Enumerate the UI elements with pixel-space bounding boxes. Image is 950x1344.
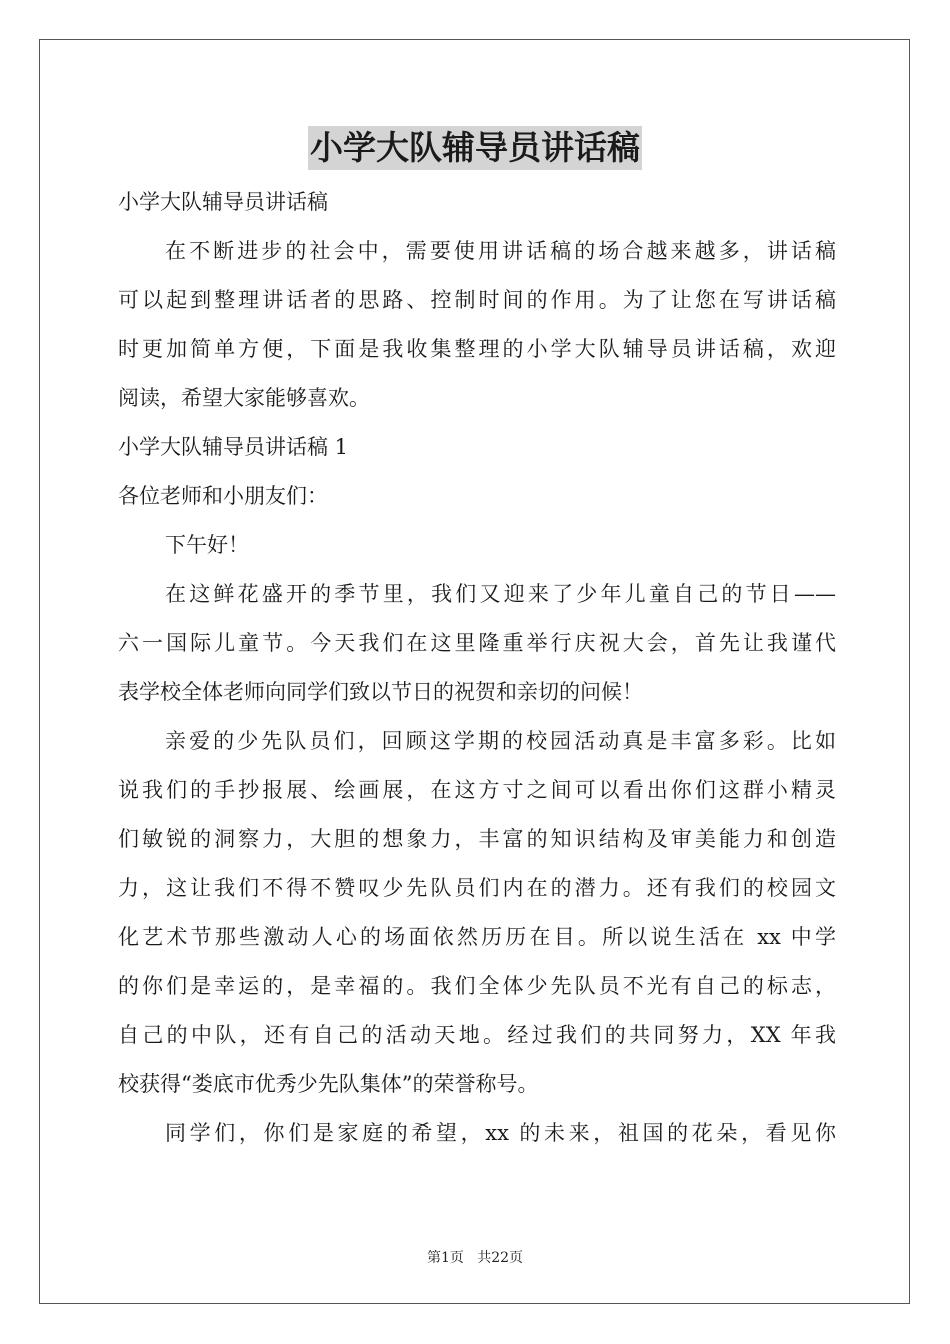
paragraph xyxy=(118,717,836,1109)
text-line: 下午好！ xyxy=(165,533,249,557)
text-line: 六一国际儿童节。今天我们在这里隆重举行庆祝大会，首先让我谨代 xyxy=(118,631,836,655)
page-total-prefix: 共 xyxy=(477,1250,492,1266)
text-line: 各位老师和小朋友们： xyxy=(118,484,328,508)
text-line: 小学大队辅导员讲话稿 1 xyxy=(118,435,349,459)
paragraph xyxy=(118,521,836,570)
paragraph xyxy=(118,178,836,227)
text-line: 阅读，希望大家能够喜欢。 xyxy=(118,386,370,410)
page-number-mid: 页 xyxy=(449,1250,464,1266)
text-line: 时更加简单方便，下面是我收集整理的小学大队辅导员讲话稿，欢迎 xyxy=(118,337,836,361)
text-line: 在不断进步的社会中，需要使用讲话稿的场合越来越多，讲话稿 xyxy=(165,239,836,263)
paragraph xyxy=(118,570,836,717)
text-line: 同学们，你们是家庭的希望，xx 的未来，祖国的花朵，看见你 xyxy=(165,1121,836,1145)
page-total-suffix: 页 xyxy=(509,1250,524,1266)
text-line: 们敏锐的洞察力，大胆的想象力，丰富的知识结构及审美能力和创造 xyxy=(118,827,836,851)
text-line: 可以起到整理讲话者的思路、控制时间的作用。为了让您在写讲话稿 xyxy=(118,288,836,312)
text-line: 说我们的手抄报展、绘画展，在这方寸之间可以看出你们这群小精灵 xyxy=(118,778,836,802)
paragraph xyxy=(118,472,836,521)
paragraph xyxy=(118,1109,836,1158)
text-line: 表学校全体老师向同学们致以节日的祝贺和亲切的问候！ xyxy=(118,680,643,704)
document-body xyxy=(118,178,836,1158)
page-number-current: 1 xyxy=(440,1250,450,1266)
paragraph xyxy=(118,423,836,472)
page-number-prefix: 第 xyxy=(426,1250,441,1266)
title-wrap xyxy=(0,126,950,170)
paragraph xyxy=(118,227,836,423)
text-line: 在这鲜花盛开的季节里，我们又迎来了少年儿童自己的节日—— xyxy=(165,582,836,606)
text-line: 小学大队辅导员讲话稿 xyxy=(118,190,328,214)
text-line: 的你们是幸运的，是幸福的。我们全体少先队员不光有自己的标志， xyxy=(118,974,836,998)
text-line: 自己的中队，还有自己的活动天地。经过我们的共同努力，XX 年我 xyxy=(118,1023,836,1047)
text-line: 化艺术节那些激动人心的场面依然历历在目。所以说生活在 xx 中学 xyxy=(118,925,836,949)
text-line: 力，这让我们不得不赞叹少先队员们内在的潜力。还有我们的校园文 xyxy=(118,876,836,900)
page-total: 22 xyxy=(491,1250,510,1266)
page-footer xyxy=(0,1247,950,1267)
document-title: 小学大队辅导员讲话稿 xyxy=(308,126,642,170)
text-line: 校获得“娄底市优秀少先队集体”的荣誉称号。 xyxy=(118,1072,539,1096)
text-line: 亲爱的少先队员们，回顾这学期的校园活动真是丰富多彩。比如 xyxy=(165,729,836,753)
